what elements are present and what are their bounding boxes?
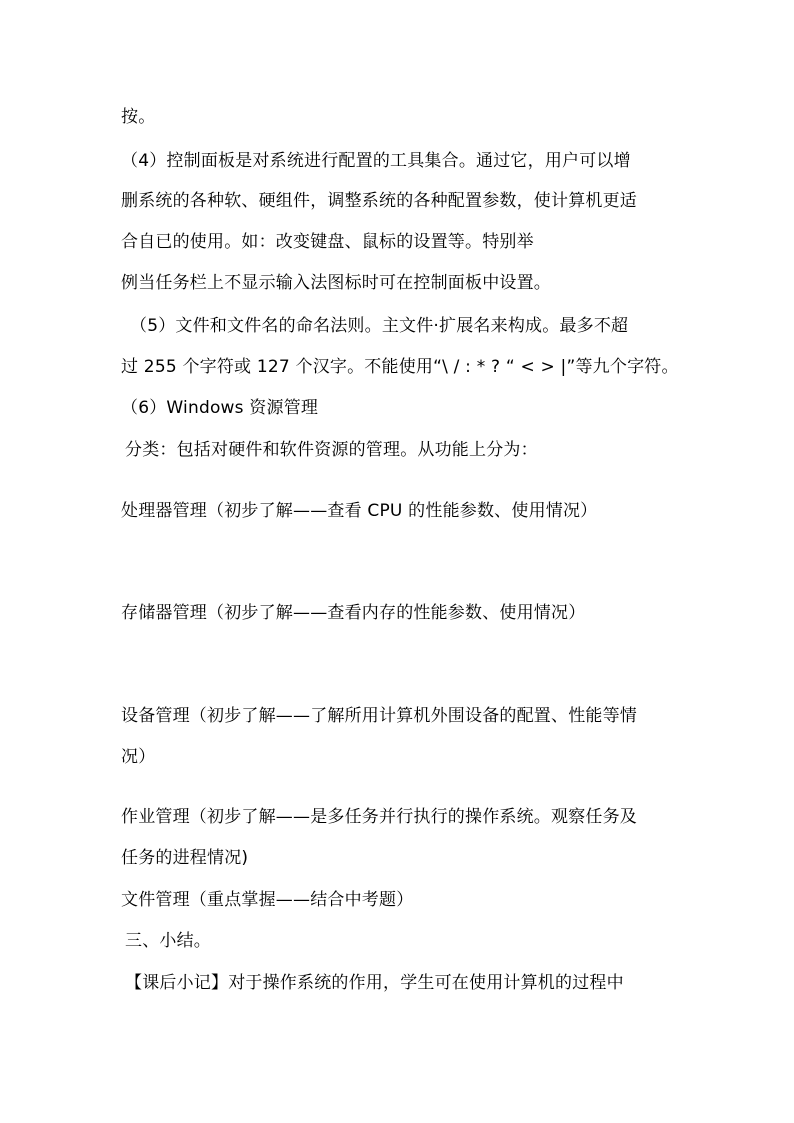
text-line: 分类：包括对硬件和软件资源的管理。从功能上分为： (125, 440, 538, 460)
text-line: 三、小结。 (125, 931, 211, 951)
text-line: 任务的进程情况) (121, 848, 249, 868)
text-line: （6）Windows 资源管理 (121, 398, 319, 418)
text-line: 作业管理（初步了解——是多任务并行执行的操作系统。观察任务及 (121, 807, 637, 827)
text-line: （4）控制面板是对系统进行配置的工具集合。通过它，用户可以增 (121, 151, 631, 171)
text-line: 【课后小记】对于操作系统的作用，学生可在使用计算机的过程中 (125, 973, 624, 993)
text-line: 存储器管理（初步了解——查看内存的性能参数、使用情况） (121, 603, 586, 623)
text-line: 文件管理（重点掌握——结合中考题） (121, 890, 414, 910)
text-line: 设备管理（初步了解——了解所用计算机外围设备的配置、性能等情 (121, 706, 637, 726)
text-line: 过 255 个字符或 127 个汉字。不能使用“\ / : * ? “ < > |”等九个字符。 (121, 357, 679, 377)
text-line: 况） (121, 747, 156, 767)
text-line: 处理器管理（初步了解——查看 CPU 的性能参数、使用情况） (121, 501, 598, 521)
text-line: 合自已的使用。如：改变键盘、鼠标的设置等。特别举 (121, 232, 534, 252)
text-line: 例当任务栏上不显示输入法图标时可在控制面板中设置。 (121, 273, 551, 293)
text-line: （5）文件和文件名的命名法则。主文件·扩展名来构成。最多不超 (130, 316, 629, 336)
text-line: 按。 (121, 107, 156, 127)
text-line: 删系统的各种软、硬组件，调整系统的各种配置参数，使计算机更适 (121, 191, 637, 211)
